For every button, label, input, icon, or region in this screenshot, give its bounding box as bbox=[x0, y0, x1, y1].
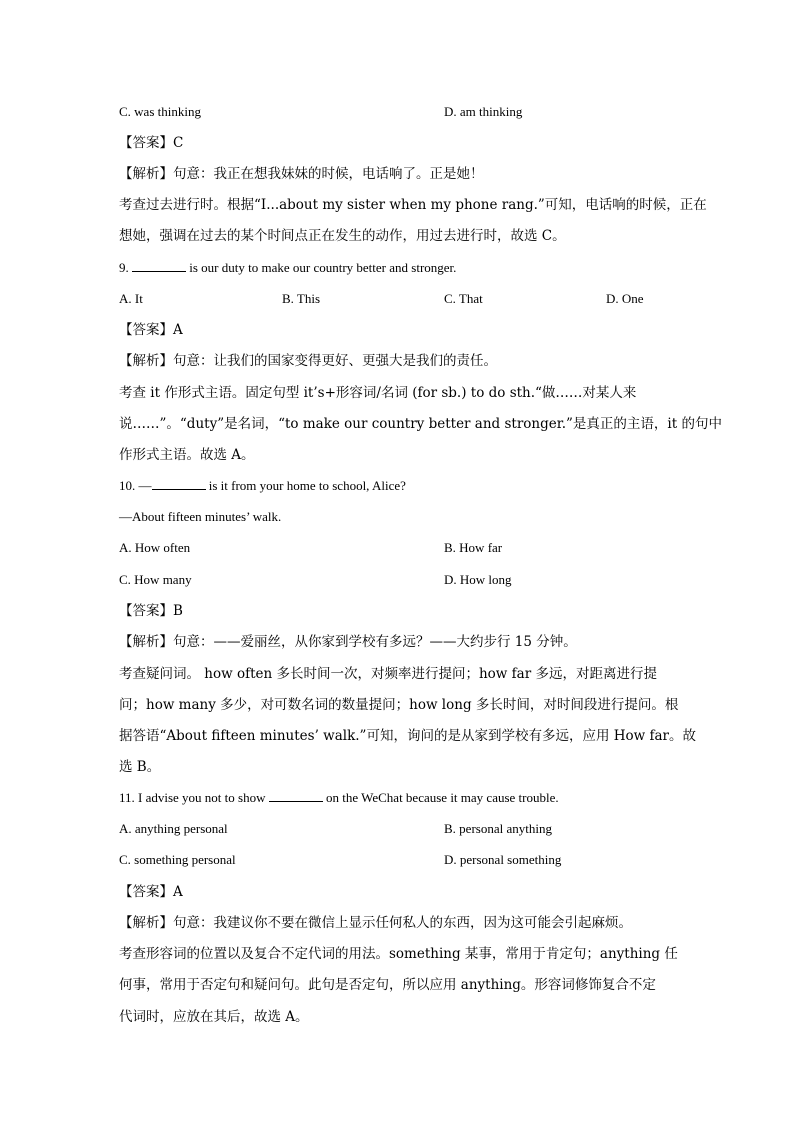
q10-explanation-5: 选 B。 bbox=[119, 759, 161, 775]
q10-stem-text: is it from your home to school, Alice? bbox=[208, 478, 406, 493]
q11-explanation-1: 【解析】句意：我建议你不要在微信上显示任何私人的东西，因为这可能会引起麻烦。 bbox=[119, 915, 632, 931]
q11-option-a: A. anything personal bbox=[119, 821, 228, 836]
q8-explanation-3: 想她，强调在过去的某个时间点正在发生的动作，用过去进行时，故选 C。 bbox=[119, 228, 566, 244]
q11-explanation-4: 代词时，应放在其后，故选 A。 bbox=[119, 1009, 309, 1025]
q11-option-c: C. something personal bbox=[119, 852, 236, 867]
q8-option-d: D. am thinking bbox=[444, 104, 523, 119]
q10-option-a: A. How often bbox=[119, 540, 191, 555]
q11-blank bbox=[269, 787, 323, 802]
q9-stem-text: is our duty to make our country better and stronger. bbox=[189, 260, 457, 275]
q10-answer: 【答案】B bbox=[119, 603, 183, 619]
q9-blank bbox=[132, 257, 186, 272]
q8-answer: 【答案】C bbox=[119, 135, 184, 151]
q8-option-c: C. was thinking bbox=[119, 104, 201, 119]
q10-option-d: D. How long bbox=[444, 572, 512, 587]
q10-explanation-1: 【解析】句意：——爱丽丝，从你家到学校有多远？——大约步行 15 分钟。 bbox=[119, 634, 577, 650]
q10-explanation-3: 问；how many 多少，对可数名词的数量提问；how long 多长时间，对时间段进行提问。根 bbox=[119, 697, 679, 713]
q8-explanation-1: 【解析】句意：我正在想我妹妹的时候，电话响了。正是她！ bbox=[119, 166, 484, 182]
q11-stem bbox=[119, 786, 679, 810]
q9-stem bbox=[119, 256, 679, 280]
q9-option-a: A. It bbox=[119, 291, 143, 306]
q10-option-b: B. How far bbox=[444, 540, 503, 555]
q9-explanation-2: 考查 it 作形式主语。固定句型 it’s+形容词/名词 (for sb.) to do sth.“做……对某人来 bbox=[119, 385, 637, 401]
q9-option-b: B. This bbox=[282, 291, 321, 306]
q11-stem-text: on the WeChat because it may cause trouble. bbox=[325, 790, 559, 805]
q10-reply: —About fifteen minutes’ walk. bbox=[119, 509, 282, 524]
q10-option-c: C. How many bbox=[119, 572, 192, 587]
q11-option-b: B. personal anything bbox=[444, 821, 552, 836]
q11-explanation-3: 何事，常用于否定句和疑问句。此句是否定句，所以应用 anything。形容词修饰复合不定 bbox=[119, 977, 656, 993]
q10-explanation-2: 考查疑问词。 how often 多长时间一次，对频率进行提问；how far 多远，对距离进行提 bbox=[119, 666, 657, 682]
q9-option-c: C. That bbox=[444, 291, 483, 306]
q9-explanation-4: 作形式主语。故选 A。 bbox=[119, 447, 255, 463]
q10-stem bbox=[119, 474, 679, 498]
q9-number: 9. bbox=[119, 260, 129, 275]
q9-option-d: D. One bbox=[606, 291, 644, 306]
q10-number: 10. — bbox=[119, 478, 152, 493]
q11-option-d: D. personal something bbox=[444, 852, 562, 867]
q11-number: 11. I advise you not to show bbox=[119, 790, 266, 805]
q9-explanation-3: 说……”。“duty”是名词，“to make our country better and stronger.”是真正的主语，it 的句中 bbox=[119, 416, 722, 432]
q10-blank bbox=[152, 475, 206, 490]
q9-answer: 【答案】A bbox=[119, 322, 183, 338]
q8-explanation-2: 考查过去进行时。根据“I...about my sister when my phone rang.”可知，电话响的时候，正在 bbox=[119, 197, 707, 213]
q9-explanation-1: 【解析】句意：让我们的国家变得更好、更强大是我们的责任。 bbox=[119, 353, 497, 369]
q10-explanation-4: 据答语“About fifteen minutes’ walk.”可知，询问的是从家到学校有多远，应用 How far。故 bbox=[119, 728, 696, 744]
q11-explanation-2: 考查形容词的位置以及复合不定代词的用法。something 某事，常用于肯定句；anything 任 bbox=[119, 946, 678, 962]
q11-answer: 【答案】A bbox=[119, 884, 183, 900]
